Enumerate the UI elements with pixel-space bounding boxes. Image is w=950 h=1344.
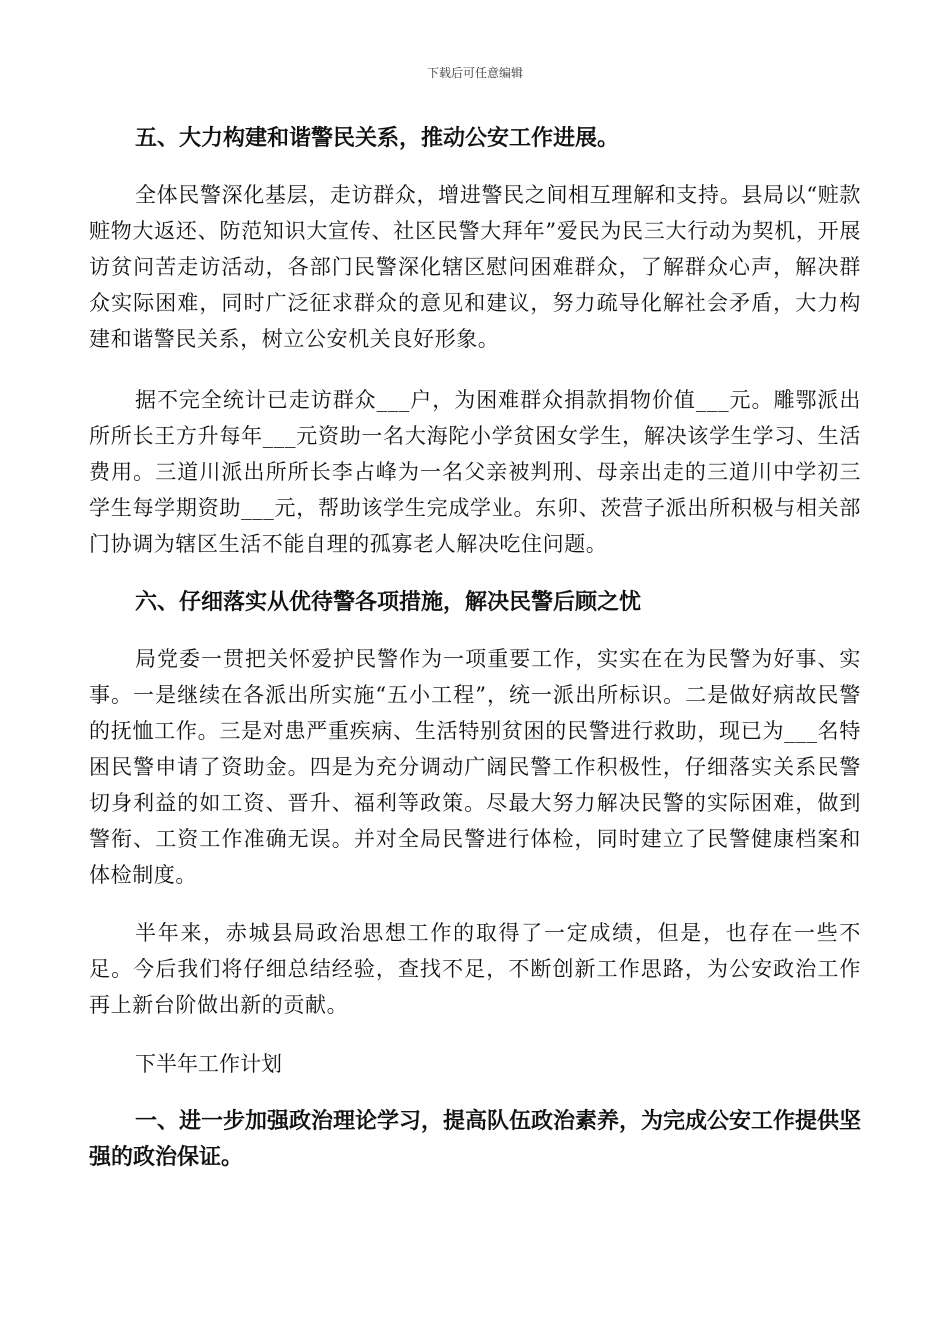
- section-6-paragraph-1: 局党委一贯把关怀爱护民警作为一项重要工作，实实在在为民警为好事、实事。一是继续在各派出所实施“五小工程”，统一派出所标识。二是做好病故民警的抚恤工作。三是对患严重疾病、生活特别贫困的民警进行救助，现已为___名特困民警申请了资助金。四是为充分调动广阔民警工作积极性，仔细落实关系民警切身利益的如工资、晋升、福利等政策。尽最大努力解决民警的实际困难，做到警衔、工资工作准确无误。并对全局民警进行体检，同时建立了民警健康档案和体检制度。: [89, 647, 861, 887]
- section-5-heading: 五、大力构建和谐警民关系，推动公安工作进展。: [135, 125, 620, 151]
- plan-heading-1: 一、进一步加强政治理论学习，提高队伍政治素养，为完成公安工作提供坚强的政治保证。: [89, 1108, 862, 1170]
- summary-paragraph: 半年来，赤城县局政治思想工作的取得了一定成绩，但是，也存在一些不足。今后我们将仔细总结经验，查找不足，不断创新工作思路，为公安政治工作再上新台阶做出新的贡献。: [89, 921, 861, 1017]
- document-body: [89, 120, 861, 1175]
- section-5-paragraph-2: 据不完全统计已走访群众___户，为困难群众捐款捐物价值___元。雕鄂派出所所长王方升每年___元资助一名大海陀小学贫困女学生，解决该学生学习、生活费用。三道川派出所所长李占峰为一名父亲被判刑、母亲出走的三道川中学初三学生每学期资助___元，帮助该学生完成学业。东卯、茨营子派出所积极与相关部门协调为辖区生活不能自理的孤寡老人解决吃住问题。: [89, 388, 861, 556]
- plan-title: 下半年工作计划: [135, 1052, 282, 1076]
- section-6-heading: 六、仔细落实从优待警各项措施，解决民警后顾之忧: [135, 589, 642, 615]
- section-5-paragraph-1: 全体民警深化基层，走访群众，增进警民之间相互理解和支持。县局以“赃款赃物大返还、防范知识大宣传、社区民警大拜年”爱民为民三大行动为契机，开展访贫问苦走访活动，各部门民警深化辖区慰问困难群众，了解群众心声，解决群众实际困难，同时广泛征求群众的意见和建议，努力疏导化解社会矛盾，大力构建和谐警民关系，树立公安机关良好形象。: [89, 183, 861, 351]
- page-header: 下载后可任意编辑: [426, 66, 523, 80]
